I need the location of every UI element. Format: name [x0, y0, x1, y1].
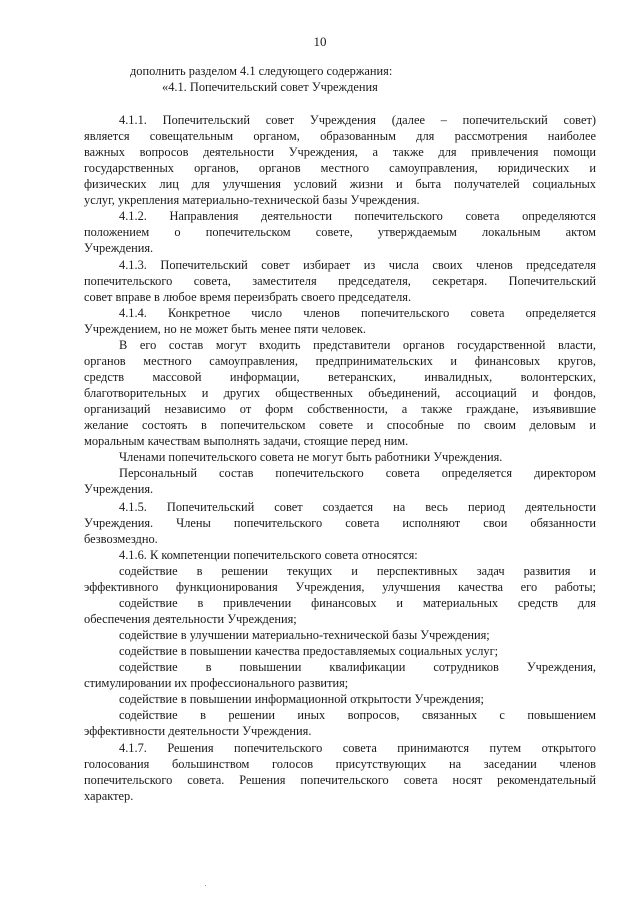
- intro-line: дополнить разделом 4.1 следующего содержания:: [130, 64, 393, 78]
- para-4-1-7-line-1: 4.1.7. Решения попечительского совета принимаются путем открытого: [119, 741, 596, 755]
- competence-2-line-1: содействие в привлечении финансовых и материальных средств для: [119, 596, 596, 610]
- para-4-1-1-line-3: важных вопросов деятельности Учреждения, а также для привлечения помощи: [84, 145, 596, 159]
- personnel-line-1: Персональный состав попечительского совета определяется директором: [119, 466, 596, 480]
- para-4-1-2-line-3: Учреждения.: [84, 241, 154, 255]
- para-4-1-1-line-2: является совещательным органом, образованным для рассмотрения наиболее: [84, 129, 596, 143]
- composition-line-4: благотворительных и других общественных объединений, ассоциаций и фондов,: [84, 386, 596, 400]
- competence-5-line-1: содействие в повышении квалификации сотрудников Учреждения,: [119, 660, 596, 674]
- para-4-1-1-line-5: физических лиц для улучшения условий жизни и быта получателей социальных: [84, 177, 596, 191]
- para-4-1-5-line-2: Учреждения. Члены попечительского совета исполняют свои обязанности: [84, 516, 596, 530]
- composition-line-1: В его состав могут входить представители органов государственной власти,: [119, 338, 596, 352]
- para-4-1-7-line-3: попечительского совета. Решения попечительского совета носят рекомендательный: [84, 773, 596, 787]
- para-4-1-7-line-2: голосования большинством голосов присутствующих на заседании членов: [84, 757, 596, 771]
- para-4-1-7-line-4: характер.: [84, 789, 134, 803]
- competence-2-line-2: обеспечения деятельности Учреждения;: [84, 612, 297, 626]
- para-4-1-2-line-2: положением о попечительском совете, утверждаемым локальным актом: [84, 225, 596, 239]
- para-4-1-5-line-3: безвозмездно.: [84, 532, 158, 546]
- composition-line-3: средств массовой информации, ветеранских, инвалидных, волонтерских,: [84, 370, 596, 384]
- composition-line-5: организаций независимо от форм собственности, а также граждане, изъявившие: [84, 402, 596, 416]
- competence-4: содействие в повышении качества предоставляемых социальных услуг;: [119, 644, 499, 658]
- para-4-1-4-line-1: 4.1.4. Конкретное число членов попечительского совета определяется: [119, 306, 596, 320]
- competence-7-line-2: эффективности деятельности Учреждения.: [84, 724, 312, 738]
- competence-1-line-1: содействие в решении текущих и перспективных задач развития и: [119, 564, 596, 578]
- para-4-1-1-line-4: государственных органов, органов местного самоуправления, юридических и: [84, 161, 596, 175]
- para-4-1-3-line-3: совет вправе в любое время переизбрать своего председателя.: [84, 290, 412, 304]
- composition-line-2: органов местного самоуправления, предпринимательских и финансовых кругов,: [84, 354, 596, 368]
- para-4-1-3-line-2: попечительского совета, заместителя председателя, секретаря. Попечительский: [84, 274, 596, 288]
- competence-3: содействие в улучшении материально-технической базы Учреждения;: [119, 628, 490, 642]
- competence-1-line-2: эффективного функционирования Учреждения, улучшения качества его работы;: [84, 580, 596, 594]
- section-heading: «4.1. Попечительский совет Учреждения: [162, 80, 378, 94]
- composition-line-7: моральным качествам выполнять задачи, стоящие перед ним.: [84, 434, 409, 448]
- para-4-1-2-line-1: 4.1.2. Направления деятельности попечительского совета определяются: [119, 209, 596, 223]
- para-4-1-1-line-1: 4.1.1. Попечительский совет Учреждения (далее – попечительский совет): [119, 113, 596, 127]
- scan-speck: [205, 885, 206, 886]
- competence-7-line-1: содействие в решении иных вопросов, связанных с повышением: [119, 708, 596, 722]
- page-number: 10: [313, 34, 327, 49]
- personnel-line-2: Учреждения.: [84, 482, 154, 496]
- competence-6: содействие в повышении информационной открытости Учреждения;: [119, 692, 484, 706]
- competence-5-line-2: стимулировании их профессионального развития;: [84, 676, 349, 690]
- composition-line-6: желание состоять в попечительском совете и способные по своим деловым и: [84, 418, 596, 432]
- para-4-1-1-line-6: услуг, укрепления материально-технической базы Учреждения.: [84, 193, 420, 207]
- para-4-1-6-line-1: 4.1.6. К компетенции попечительского совета относятся:: [119, 548, 418, 562]
- members-restriction: Членами попечительского совета не могут быть работники Учреждения.: [119, 450, 503, 464]
- para-4-1-3-line-1: 4.1.3. Попечительский совет избирает из числа своих членов председателя: [119, 258, 596, 272]
- para-4-1-5-line-1: 4.1.5. Попечительский совет создается на весь период деятельности: [119, 500, 596, 514]
- para-4-1-4-line-2: Учреждением, но не может быть менее пяти человек.: [84, 322, 366, 336]
